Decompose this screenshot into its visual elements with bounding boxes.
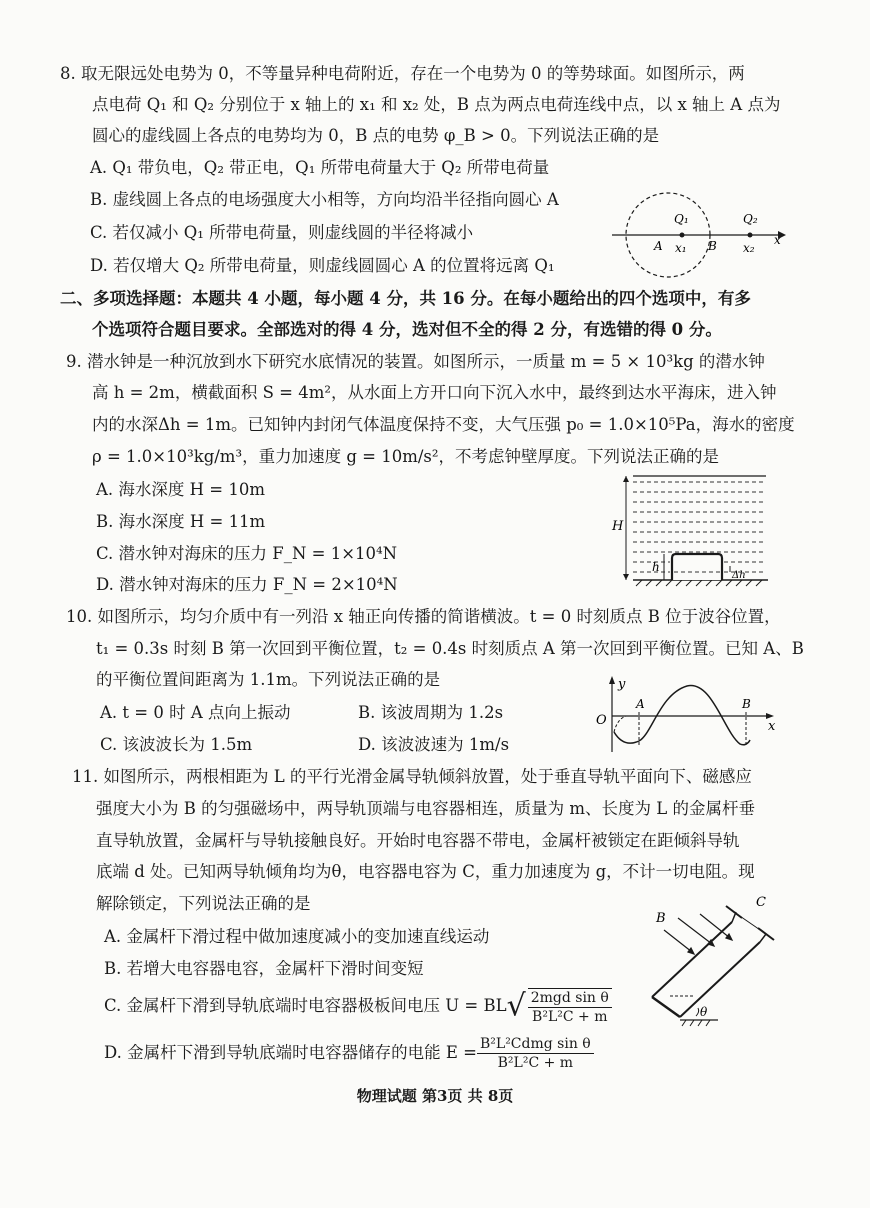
b-label: B bbox=[708, 239, 717, 253]
capacitor-label: C bbox=[756, 895, 766, 910]
q11-option-c bbox=[104, 986, 612, 1026]
q8-option-d: D. 若仅增大 Q₂ 所带电荷量，则虚线圆圆心 A 的位置将远离 Q₁ bbox=[90, 256, 555, 275]
q11-option-d-text: D. 金属杆下滑到导轨底端时电容器储存的电能 E = bbox=[104, 1043, 477, 1062]
y-label: y bbox=[618, 677, 626, 692]
formula-c-numerator: 2mgd sin θ bbox=[528, 989, 612, 1008]
q8-line-3: 圆心的虚线圆上各点的电势均为 0，B 点的电势 φ_B > 0。下列说法正确的是 bbox=[92, 126, 660, 145]
q9-line-3: 内的水深Δh = 1m。已知钟内封闭气体温度保持不变，大气压强 p₀ = 1.0×10⁵Pa，海水的密度 bbox=[92, 415, 795, 434]
origin-label: O bbox=[596, 713, 607, 728]
q11-option-a: A. 金属杆下滑过程中做加速度减小的变加速直线运动 bbox=[104, 927, 490, 946]
formula-c-denominator: B²L²C + m bbox=[532, 1008, 608, 1025]
q8-option-c: C. 若仅减小 Q₁ 所带电荷量，则虚线圆的半径将减小 bbox=[90, 223, 474, 242]
rail-left bbox=[652, 922, 732, 997]
q9-figure bbox=[608, 474, 778, 594]
formula-d bbox=[477, 1035, 594, 1072]
q8-option-a: A. Q₁ 带负电，Q₂ 带正电，Q₁ 所带电荷量大于 Q₂ 所带电荷量 bbox=[90, 158, 550, 177]
capacitor-link bbox=[734, 912, 766, 934]
point-a-label: A bbox=[636, 697, 645, 711]
q10-option-c: C. 该波波长为 1.5m bbox=[100, 735, 253, 754]
q9-option-c: C. 潜水钟对海床的压力 F_N = 1×10⁴N bbox=[96, 544, 398, 563]
height-label: h bbox=[652, 560, 660, 574]
q11-option-d bbox=[104, 1033, 594, 1073]
depth-label: H bbox=[612, 519, 624, 534]
q10-figure bbox=[592, 672, 782, 757]
q10-line-2: t₁ = 0.3s 时刻 B 第一次回到平衡位置，t₂ = 0.4s 时刻质点 A 第一次回到平衡位置。已知 A、B bbox=[96, 639, 804, 658]
q8-option-b: B. 虚线圆上各点的电场强度大小相等，方向均沿半径指向圆心 A bbox=[90, 190, 559, 209]
q2-label: Q₂ bbox=[743, 212, 758, 226]
q11-line-3: 直导轨放置，金属杆与导轨接触良好。开始时电容器不带电，金属杆被锁定在距倾斜导轨 bbox=[96, 831, 740, 850]
q11-option-c-text: C. 金属杆下滑到导轨底端时电容器极板间电压 U = BL bbox=[104, 996, 507, 1015]
ground-hatch bbox=[682, 1020, 710, 1026]
diving-bell bbox=[672, 554, 722, 580]
q8-figure bbox=[610, 180, 790, 275]
formula-d-denominator: B²L²C + m bbox=[497, 1055, 574, 1071]
metal-rod bbox=[652, 997, 680, 1017]
q1-label: Q₁ bbox=[674, 212, 689, 226]
page-footer: 物理试题 第3页 共 8页 bbox=[356, 1087, 514, 1105]
x-label: x bbox=[768, 719, 776, 734]
x2-label: x₂ bbox=[743, 241, 755, 255]
angle-arc bbox=[696, 1008, 699, 1016]
q9-line-2: 高 h = 2m，横截面积 S = 4m²，从水面上方开口向下沉入水中，最终到达水平海床，进入钟 bbox=[92, 383, 777, 402]
q9-option-a: A. 海水深度 H = 10m bbox=[96, 480, 265, 499]
wave-curve bbox=[614, 686, 750, 745]
a-label: A bbox=[654, 239, 663, 253]
x-label: x bbox=[774, 233, 781, 247]
q10-line-1: 10. 如图所示，均匀介质中有一列沿 x 轴正向传播的简谐横波。t = 0 时刻质点 B 位于波谷位置， bbox=[66, 607, 781, 626]
magnetic-field-arrows bbox=[664, 914, 732, 954]
q9-line-1: 9. 潜水钟是一种沉放到水下研究水底情况的装置。如图所示，一质量 m = 5 × 10³kg 的潜水钟 bbox=[66, 352, 765, 371]
q8-line-2: 点电荷 Q₁ 和 Q₂ 分别位于 x 轴上的 x₁ 和 x₂ 处，B 点为两点电荷连线中点，以 x 轴上 A 点为 bbox=[92, 95, 781, 114]
q11-line-4: 底端 d 处。已知两导轨倾角均为θ，电容器电容为 C，重力加速度为 g，不计一切电阻。现 bbox=[96, 862, 755, 881]
q10-option-a: A. t = 0 时 A 点向上振动 bbox=[100, 703, 291, 722]
q9-line-4: ρ = 1.0×10³kg/m³，重力加速度 g = 10m/s²，不考虑钟壁厚度。下列说法正确的是 bbox=[92, 447, 719, 466]
q10-option-d: D. 该波波速为 1m/s bbox=[358, 735, 510, 754]
formula-c bbox=[528, 988, 612, 1026]
q11-option-b: B. 若增大电容器电容，金属杆下滑时间变短 bbox=[104, 959, 424, 978]
field-label: B bbox=[656, 911, 666, 926]
q1-charge bbox=[680, 233, 685, 238]
formula-d-numerator: B²L²Cdmg sin θ bbox=[477, 1035, 594, 1054]
x1-label: x₁ bbox=[675, 241, 687, 255]
angle-label: θ bbox=[700, 1005, 708, 1019]
q9-option-d: D. 潜水钟对海床的压力 F_N = 2×10⁴N bbox=[96, 575, 398, 594]
q10-line-3: 的平衡位置间距离为 1.1m。下列说法正确的是 bbox=[96, 670, 441, 689]
sqrt-sign: √ bbox=[506, 988, 526, 1024]
point-b-label: B bbox=[742, 697, 751, 711]
q11-line-1: 11. 如图所示，两根相距为 L 的平行光滑金属导轨倾斜放置，处于垂直导轨平面向下、磁感应 bbox=[72, 767, 752, 786]
section2-line-1: 二、多项选择题：本题共 4 小题，每小题 4 分，共 16 分。在每小题给出的四个选项中，有多 bbox=[60, 289, 751, 308]
q2-charge bbox=[748, 233, 753, 238]
dh-label: Δh bbox=[732, 570, 746, 581]
section2-line-2: 个选项符合题目要求。全部选对的得 4 分，选对但不全的得 2 分，有选错的得 0 分。 bbox=[92, 320, 722, 339]
q11-line-2: 强度大小为 B 的匀强磁场中，两导轨顶端与电容器相连，质量为 m、长度为 L 的金属杆垂 bbox=[96, 799, 755, 818]
q8-line-1: 8. 取无限远处电势为 0，不等量异种电荷附近，存在一个电势为 0 的等势球面。如图所示，两 bbox=[60, 64, 745, 83]
q11-figure bbox=[640, 892, 780, 1027]
q11-line-5: 解除锁定，下列说法正确的是 bbox=[96, 894, 311, 913]
q9-option-b: B. 海水深度 H = 11m bbox=[96, 512, 266, 531]
q10-option-b: B. 该波周期为 1.2s bbox=[358, 703, 504, 722]
